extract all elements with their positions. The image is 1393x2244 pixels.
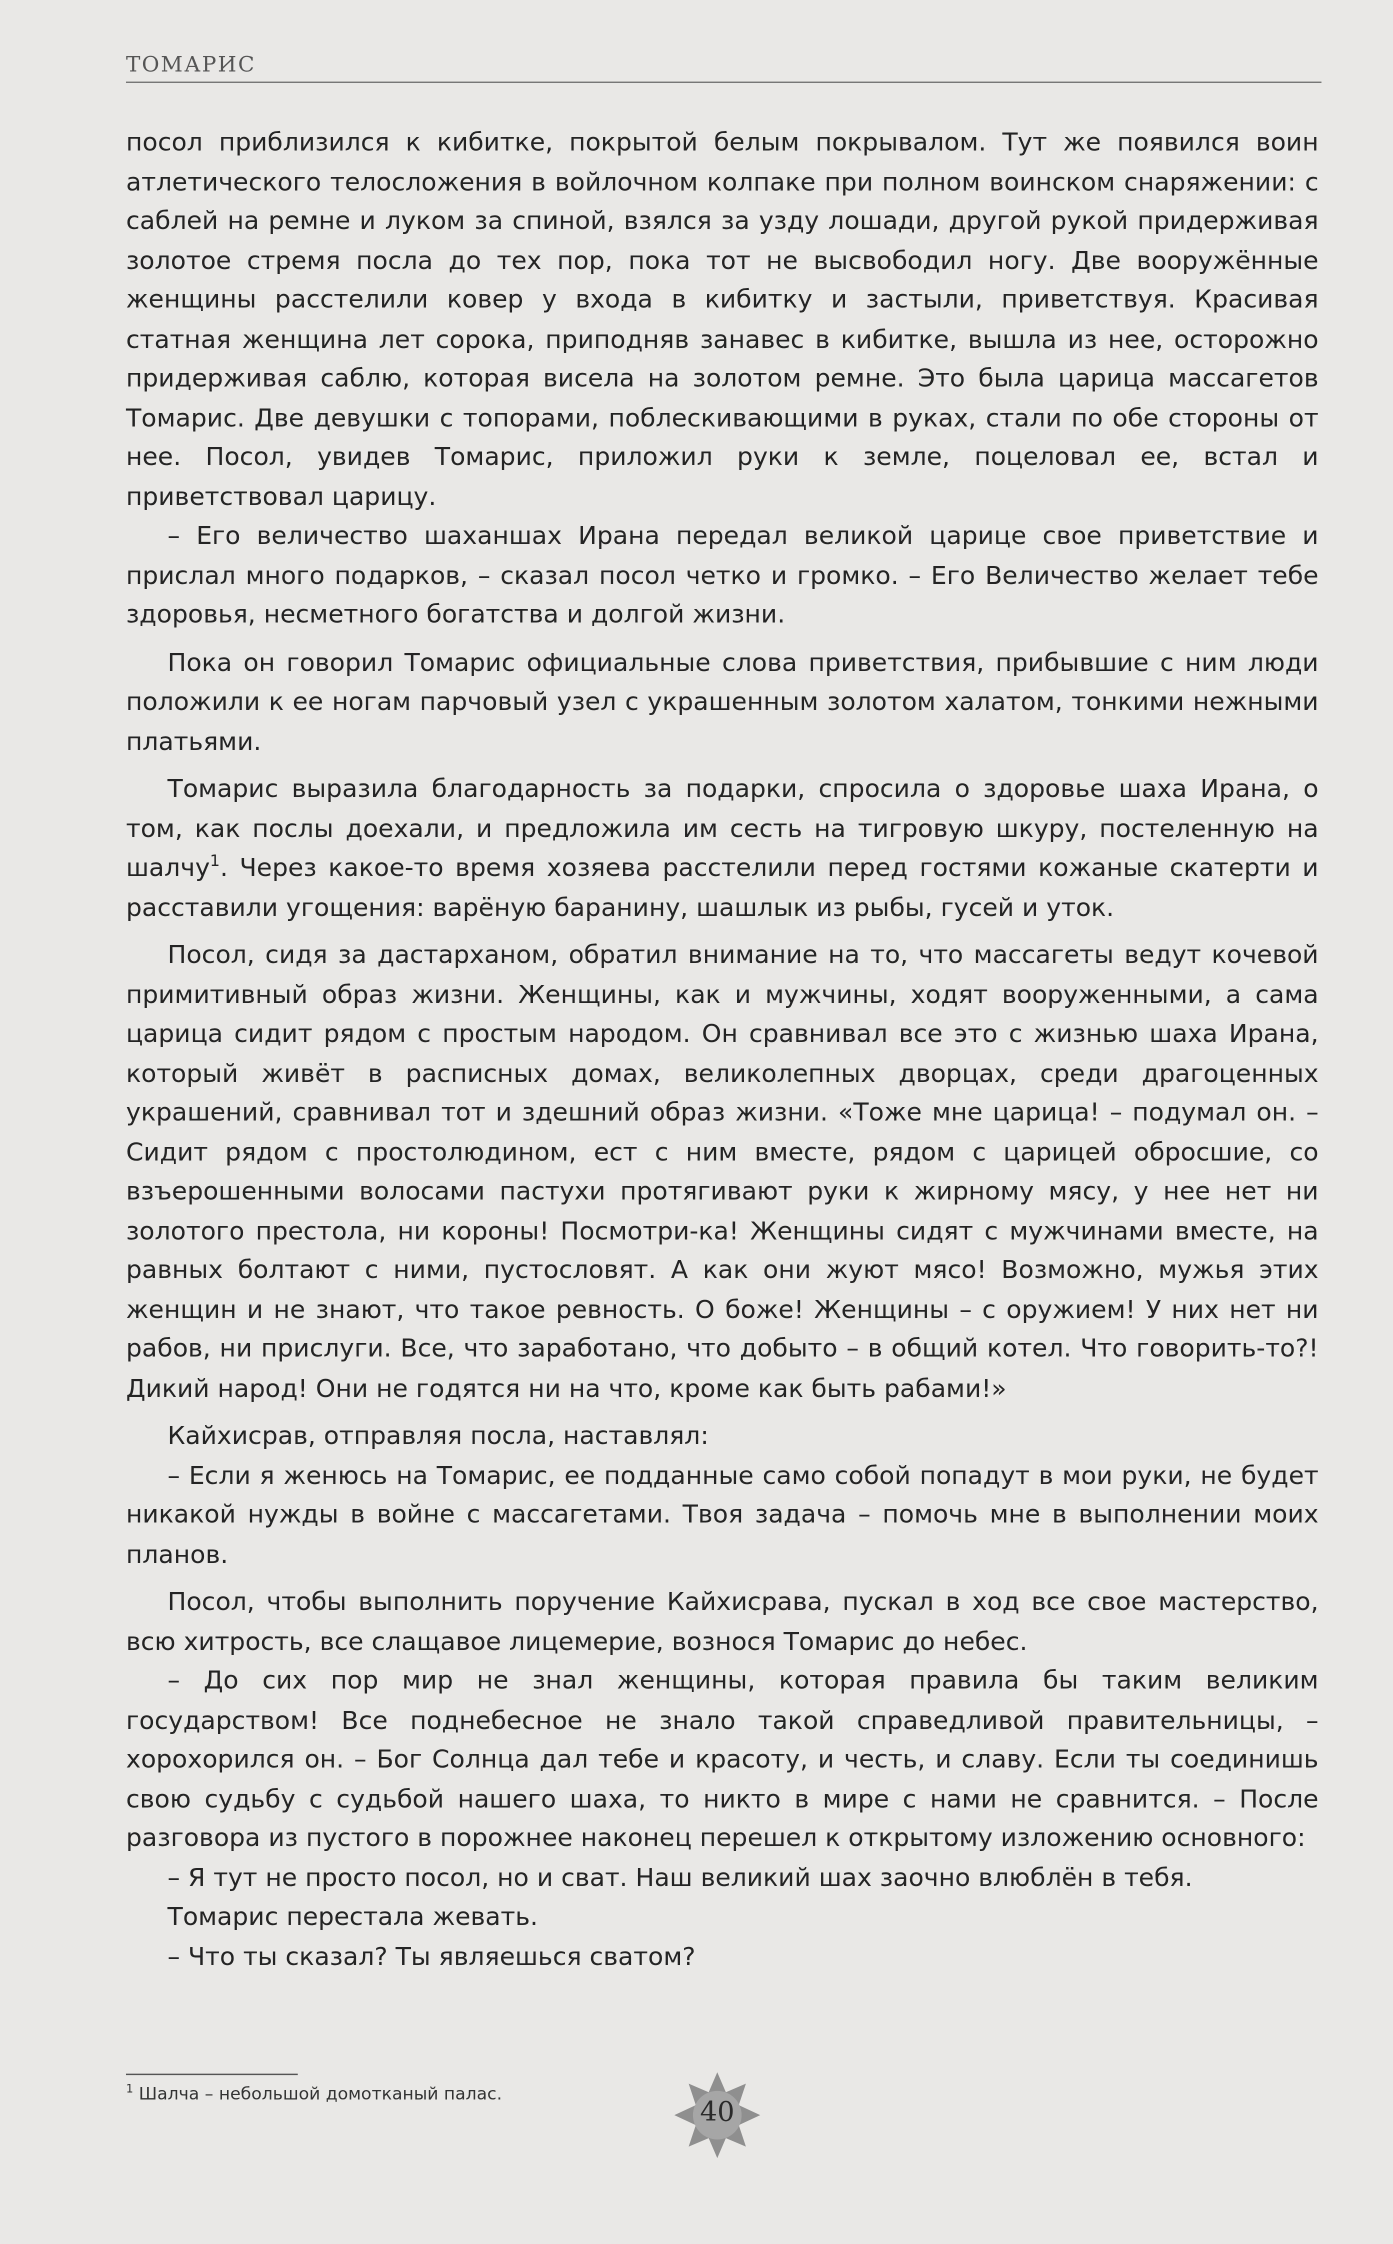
paragraph: – Если я женюсь на Томарис, ее подданные само собой попадут в мои руки, не будет никакой нужды в войне с массагетами. Твоя задача – помочь мне в выполнении моих планов. <box>125 1461 1319 1570</box>
footnote-rule <box>126 2074 298 2075</box>
footnote-marker: 1 <box>125 2082 134 2096</box>
paragraph: Пока он говорил Томарис официальные слова приветствия, прибывшие с ним люди положили к ее ногам парчовый узел с украшенным золотом халатом, тонкими нежными платьями. <box>125 649 1319 757</box>
paragraph: – Его величество шаханшах Ирана передал великой царице свое приветствие и прислал много подарков, – сказал посол четко и громко. – Его Величество желает тебе здоровья, несметного богатства и долгой жизни. <box>125 522 1319 630</box>
paragraph: Посол, чтобы выполнить поручение Кайхисрава, пускал в ход все свое мастерство, всю хитрость, все слащавое лицемерие, вознося Томарис до небес. <box>125 1588 1319 1657</box>
paragraph-text: Томарис выразила благодарность за подарки, спросила о здоровье шаха Ирана, о том, как послы доехали, и предложила им сесть на тигровую шкуру, постеленную на шалчу <box>125 775 1319 883</box>
footnote-reference: 1 <box>209 851 220 871</box>
paragraph: – Я тут не просто посол, но и сват. Наш великий шах заочно влюблён в тебя. <box>167 1864 1193 1893</box>
paragraph: – До сих пор мир не знал женщины, которая правила бы таким великим государством! Все поднебесное не знало такой справедливой правительницы, – хорохорился он. – Бог Солнца дал тебе и красоту, и честь, и славу. Если ты соединишь свою судьбу с судьбой нашего шаха, то никто в мире с нами не сравнится. – После разговора из пустого в порожнее наконец перешел к открытому изложению основного: <box>125 1667 1319 1854</box>
header-rule <box>126 82 1321 83</box>
paragraph: Томарис перестала жевать. <box>167 1903 538 1932</box>
page-number-badge <box>673 2071 762 2160</box>
page-number: 40 <box>699 2096 735 2129</box>
paragraph: Кайхисрав, отправляя посла, наставлял: <box>167 1422 709 1452</box>
paragraph-text: . Через какое-то время хозяева расстелили перед гостями кожаные скатерти и расставили угощения: варёную баранину, шашлык из рыбы, гусей и уток. <box>125 854 1319 923</box>
paragraph: – Что ты сказал? Ты являешься сватом? <box>167 1942 696 1972</box>
footnote <box>126 2082 502 2103</box>
running-header: ТОМАРИС <box>125 51 256 78</box>
paragraph: Посол, сидя за дастарханом, обратил внимание на то, что массагеты ведут кочевой примитивный образ жизни. Женщины, как и мужчины, ходят вооруженными, а сама царица сидит рядом с простым народом. Он сравнивал все это с жизнью шаха Ирана, который живёт в расписных домах, великолепных дворцах, среди драгоценных украшений, сравнивал тот и здешний образ жизни. «Тоже мне царица! – подумал он. – Сидит рядом с простолюдином, ест с ним вместе, рядом с царицей обросшие, со взъерошенными волосами пастухи протягивают руки к жирному мясу, у нее нет ни золотого престола, ни короны! Посмотри-ка! Женщины сидят с мужчинами вместе, на равных болтают с ними, пустословят. А как они жуют мясо! Возможно, мужья этих женщин и не знают, что такое ревность. О боже! Женщины – с оружием! У них нет ни рабов, ни прислуги. Все, что заработано, что добыто – в общий котел. Что говорить-то?! Дикий народ! Они не годятся ни на что, кроме как быть рабами!» <box>125 941 1319 1404</box>
paragraph: посол приблизился к кибитке, покрытой белым покрывалом. Тут же появился воин атлетического телосложения в войлочном колпаке при полном воинском снаряжении: с саблей на ремне и луком за спиной, взялся за узду лошади, другой рукой придерживая золотое стремя посла до тех пор, пока тот не высвободил ногу. Две вооружённые женщины расстелили ковер у входа в кибитку и застыли, приветствуя. Красивая статная женщина лет сорока, приподняв занавес в кибитке, вышла из нее, осторожно придерживая саблю, которая висела на золотом ремне. Это была царица массагетов Томарис. Две девушки с топорами, поблескивающими в руках, стали по обе стороны от нее. Посол, увидев Томарис, приложил руки к земле, поцеловал ее, встал и приветствовал царицу. <box>125 128 1319 512</box>
body-text <box>126 125 1319 1978</box>
footnote-text: Шалча – небольшой домотканый палас. <box>138 2083 503 2104</box>
paragraph <box>126 771 1319 928</box>
